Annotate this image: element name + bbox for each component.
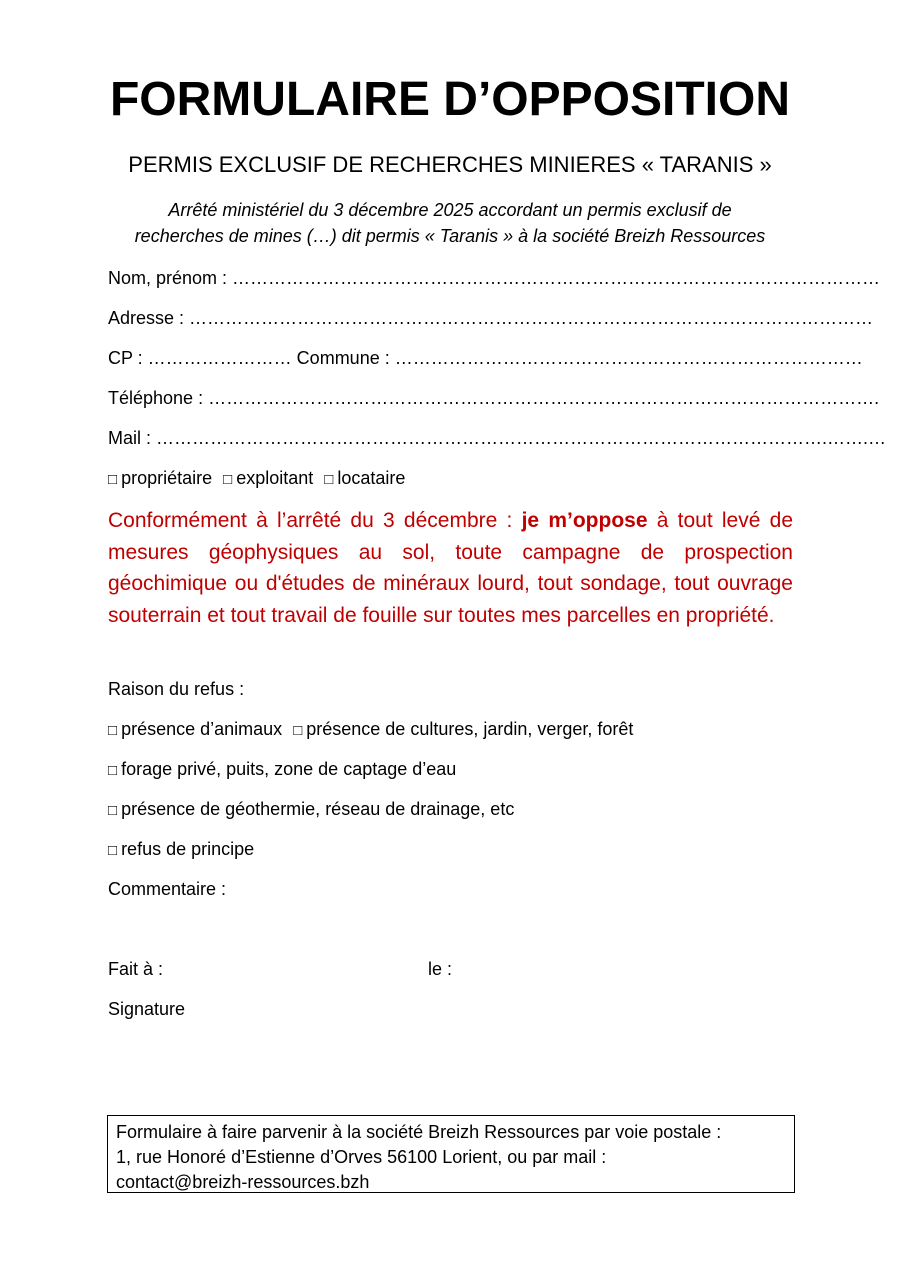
- refusal-row-4: [108, 837, 798, 863]
- contact-email[interactable]: contact@breizh-ressources.bzh: [116, 1172, 370, 1192]
- opposition-statement: [108, 505, 793, 631]
- permit-subtitle: PERMIS EXCLUSIF DE RECHERCHES MINIERES « TARANIS »: [128, 152, 772, 177]
- mail-field[interactable]: Mail : ………………………………………………………………………………………………….…….…: [108, 428, 887, 448]
- decree-reference: [100, 197, 800, 249]
- option-label-tenant: locataire: [337, 468, 406, 488]
- option-label-animals: présence d’animaux: [121, 719, 283, 739]
- decree-line-2: recherches de mines (…) dit permis « Taranis » à la société Breizh Ressources: [134, 226, 766, 246]
- checkbox-farmer[interactable]: □: [223, 471, 233, 488]
- option-label-water: forage privé, puits, zone de captage d’eau: [121, 759, 457, 779]
- refusal-row-3: [108, 797, 798, 823]
- refusal-row-1: [108, 717, 798, 743]
- checkbox-owner[interactable]: □: [108, 471, 118, 488]
- option-label-geothermal: présence de géothermie, réseau de drainage, etc: [121, 799, 515, 819]
- date-label: le :: [428, 959, 453, 979]
- opposition-text-before: Conformément à l’arrêté du 3 décembre :: [108, 509, 522, 532]
- option-label-owner: propriétaire: [121, 468, 213, 488]
- option-label-farmer: exploitant: [236, 468, 314, 488]
- signature-label: Signature: [108, 999, 186, 1019]
- option-label-crops: présence de cultures, jardin, verger, forêt: [306, 719, 634, 739]
- checkbox-crops[interactable]: □: [293, 722, 303, 739]
- mailing-instructions-box: [107, 1115, 795, 1193]
- opposition-emphasis: je m’oppose: [521, 509, 648, 532]
- decree-line-1: Arrêté ministériel du 3 décembre 2025 accordant un permis exclusif de: [168, 200, 732, 220]
- phone-field[interactable]: Téléphone : ………………………………………………………………………………………………….: [108, 388, 880, 408]
- checkbox-tenant[interactable]: □: [324, 471, 334, 488]
- footer-line-1: Formulaire à faire parvenir à la société Breizh Ressources par voie postale :: [116, 1122, 722, 1142]
- option-label-principle: refus de principe: [121, 839, 255, 859]
- postcode-commune-field[interactable]: CP : …………………… Commune : ……………………………………………………………………: [108, 348, 863, 368]
- address-field[interactable]: Adresse : ……………………………………………………………………………………………………: [108, 308, 874, 328]
- checkbox-animals[interactable]: □: [108, 722, 118, 739]
- checkbox-water[interactable]: □: [108, 762, 118, 779]
- done-at-label: Fait à :: [108, 959, 164, 979]
- footer-line-2: 1, rue Honoré d’Estienne d’Orves 56100 Lorient, ou par mail :: [116, 1147, 607, 1167]
- opposition-text-after: à tout levé de mesures géophysiques au sol, toute campagne de prospection géochimique ou d'études de minéraux lourd, tout sondage, tout ouvrage souterrain et tout travail de fouille sur toutes mes parcelles en propriété.: [108, 509, 793, 627]
- checkbox-principle[interactable]: □: [108, 842, 118, 859]
- status-options: [108, 466, 798, 492]
- page-title: FORMULAIRE D’OPPOSITION: [109, 73, 790, 126]
- comment-label: Commentaire :: [108, 879, 227, 899]
- name-field[interactable]: Nom, prénom : ………………………………………………………………………………………………: [108, 268, 881, 288]
- refusal-row-2: [108, 757, 798, 783]
- refusal-reason-label: Raison du refus :: [108, 679, 245, 699]
- checkbox-geothermal[interactable]: □: [108, 802, 118, 819]
